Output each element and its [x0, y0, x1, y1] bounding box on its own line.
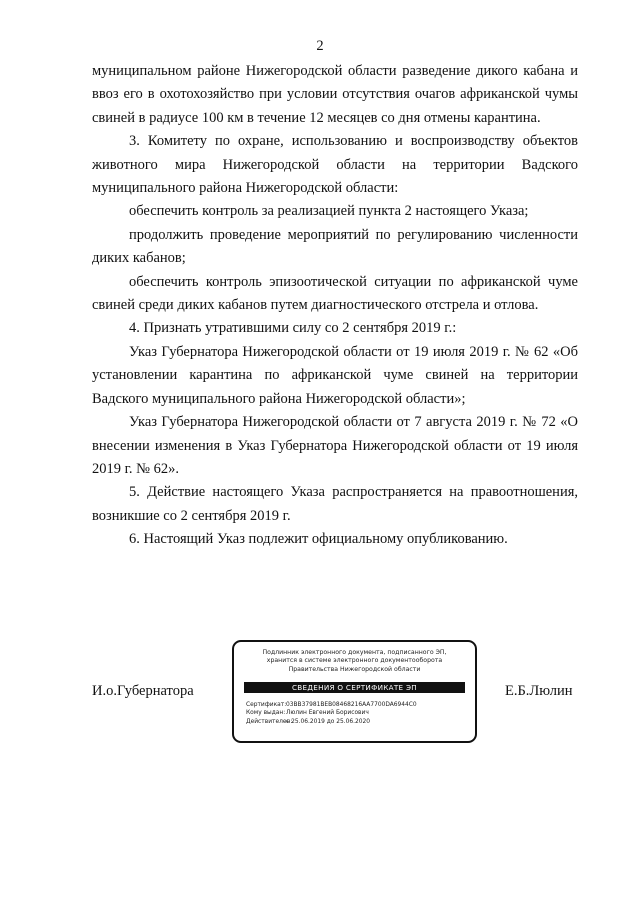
stamp-cert-row	[246, 701, 475, 709]
stamp-valid-label: Действителен:	[246, 718, 293, 725]
stamp-header-line: хранится в системе электронного документооборота	[266, 657, 443, 665]
stamp-valid-row	[246, 718, 475, 726]
stamp-header-line: Правительства Нижегородской области	[288, 665, 421, 673]
paragraph-item-3: 3. Комитету по охране, использованию и воспроизводству объектов животного мира Нижегородской области на территории Вадского муниципального района Нижегородской области:	[92, 133, 578, 197]
stamp-cert-value: 03BB37981BEB08468216AA7700DA6944C0	[286, 702, 417, 709]
stamp-header-line: Подлинник электронного документа, подписанного ЭП,	[262, 649, 447, 656]
stamp-issued-label: Кому выдан:	[246, 710, 286, 717]
stamp-cert-label: Сертификат:	[246, 702, 287, 709]
document-body	[92, 60, 578, 552]
stamp-issued-row	[246, 709, 475, 717]
stamp-issued-value: Люлин Евгений Борисович	[286, 710, 369, 717]
paragraph-decree-72: Указ Губернатора Нижегородской области от 7 августа 2019 г. № 72 «О внесении изменения в Указ Губернатора Нижегородской области от 19 июля 2019 г. № 62».	[92, 414, 578, 477]
stamp-certificate-info	[246, 701, 475, 726]
paragraph-subitem-epizootic: обеспечить контроль эпизоотической ситуации по африканской чуме свиней среди диких кабанов путем диагностического отстрела и отлова.	[92, 273, 578, 314]
paragraph-item-5: 5. Действие настоящего Указа распространяется на правоотношения, возникшие со 2 сентября 2019 г.	[92, 484, 578, 524]
stamp-valid-value: с 25.06.2019 до 25.06.2020	[286, 718, 370, 725]
page-number: 2	[316, 38, 324, 54]
paragraph-decree-62: Указ Губернатора Нижегородской области от 19 июля 2019 г. № 62 «Об установлении карантина по африканской чуме свиней на территории Вадского муниципального района Нижегородской области»;	[92, 343, 578, 407]
paragraph-item-6: 6. Настоящий Указ подлежит официальному опубликованию.	[129, 531, 508, 548]
stamp-header	[234, 649, 475, 674]
signatory-name: Е.Б.Люлин	[505, 683, 573, 699]
paragraph-continuation: муниципальном районе Нижегородской области разведение дикого кабана и ввоз его в охотохозяйство при условии отсутствия очагов африканской чумы свиней в радиусе 100 км в течение 12 месяцев со дня отмены карантина.	[92, 63, 578, 126]
electronic-signature-stamp	[232, 640, 477, 743]
signatory-position: И.о.Губернатора	[92, 683, 194, 699]
stamp-certificate-bar: СВЕДЕНИЯ О СЕРТИФИКАТЕ ЭП	[244, 682, 465, 693]
paragraph-subitem-regulation: продолжить проведение мероприятий по регулированию численности диких кабанов;	[92, 226, 578, 267]
paragraph-subitem-control: обеспечить контроль за реализацией пункта 2 настоящего Указа;	[129, 203, 529, 220]
paragraph-item-4: 4. Признать утратившими силу со 2 сентября 2019 г.:	[129, 320, 457, 337]
